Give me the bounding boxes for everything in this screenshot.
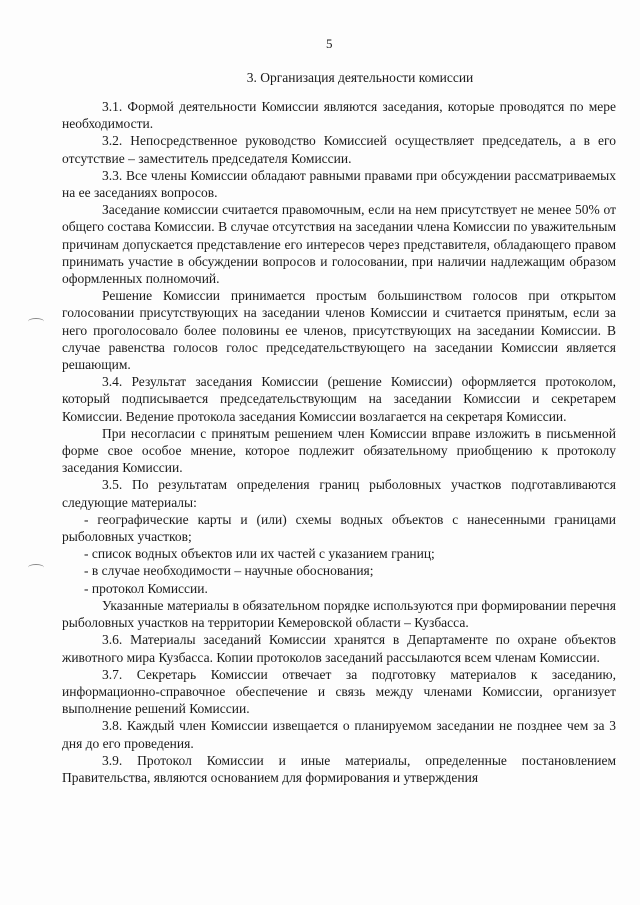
paragraph: 3.6. Материалы заседаний Комиссии хранятся в Департаменте по охране объектов животного мира Кузбасса. Копии протоколов заседаний рассылаются всем членам Комиссии. xyxy=(62,632,616,665)
paragraph: 3.7. Секретарь Комиссии отвечает за подготовку материалов к заседанию, информационно-справочное обеспечение и связь между членами Комиссии, организует выполнение решений Комиссии. xyxy=(62,666,616,717)
page-number: 5 xyxy=(326,36,333,51)
paragraph: Заседание комиссии считается правомочным, если на нем присутствует не менее 50% от общего состава Комиссии. В случае отсутствия на заседании члена Комиссии по уважительным причинам допускается представление его интересов через представителя, обладающего правом принимать участие в обсуждении вопросов и голосовании, при наличии надлежащим образом оформленных полномочий. xyxy=(62,202,616,287)
list-item: - в случае необходимости – научные обоснования; xyxy=(84,563,374,579)
paragraph: 3.2. Непосредственное руководство Комиссией осуществляет председатель, а в его отсутствие – заместитель председателя Комиссии. xyxy=(62,133,616,166)
list-item: - географические карты и (или) схемы водных объектов с нанесенными границами рыболовных участков; xyxy=(62,511,616,545)
paragraph: Указанные материалы в обязательном порядке используются при формировании перечня рыболовных участков на территории Кемеровской области – Кузбасса. xyxy=(62,597,616,631)
margin-mark xyxy=(28,318,44,325)
paragraph: 3.4. Результат заседания Комиссии (решение Комиссии) оформляется протоколом, который подписывается председательствующим на заседании Комиссии и секретарем Комиссии. Ведение протокола заседания Комиссии возлагается на секретаря Комиссии. xyxy=(62,374,616,424)
section-heading: 3. Организация деятельности комиссии xyxy=(246,70,474,85)
paragraph: 3.8. Каждый член Комиссии извещается о планируемом заседании не позднее чем за 3 дня до его проведения. xyxy=(62,718,616,751)
document-body xyxy=(62,98,616,786)
paragraph: 3.3. Все члены Комиссии обладают равными правами при обсуждении рассматриваемых на ее заседаниях вопросов. xyxy=(62,167,616,201)
list-item: - список водных объектов или их частей с указанием границ; xyxy=(84,546,435,562)
paragraph: 3.5. По результатам определения границ рыболовных участков подготавливаются следующие материалы: xyxy=(62,477,616,510)
margin-mark xyxy=(28,564,44,571)
paragraph: 3.1. Формой деятельности Комиссии являются заседания, которые проводятся по мере необходимости. xyxy=(62,99,616,132)
paragraph: При несогласии с принятым решением член Комиссии вправе изложить в письменной форме свое особое мнение, которое подлежит обязательному приобщению к протоколу заседания Комиссии. xyxy=(62,425,616,476)
list-item: - протокол Комиссии. xyxy=(84,580,208,596)
paragraph: 3.9. Протокол Комиссии и иные материалы, определенные постановлением Правительства, являются основанием для формирования и утверждения xyxy=(62,752,616,785)
paragraph: Решение Комиссии принимается простым большинством голосов при открытом голосовании присутствующих на заседании членов Комиссии и считается принятым, если за него проголосовало более половины ее членов, присутствующих на заседании Комиссии. В случае равенства голосов голос председательствующего на заседании Комиссии является решающим. xyxy=(62,288,616,373)
